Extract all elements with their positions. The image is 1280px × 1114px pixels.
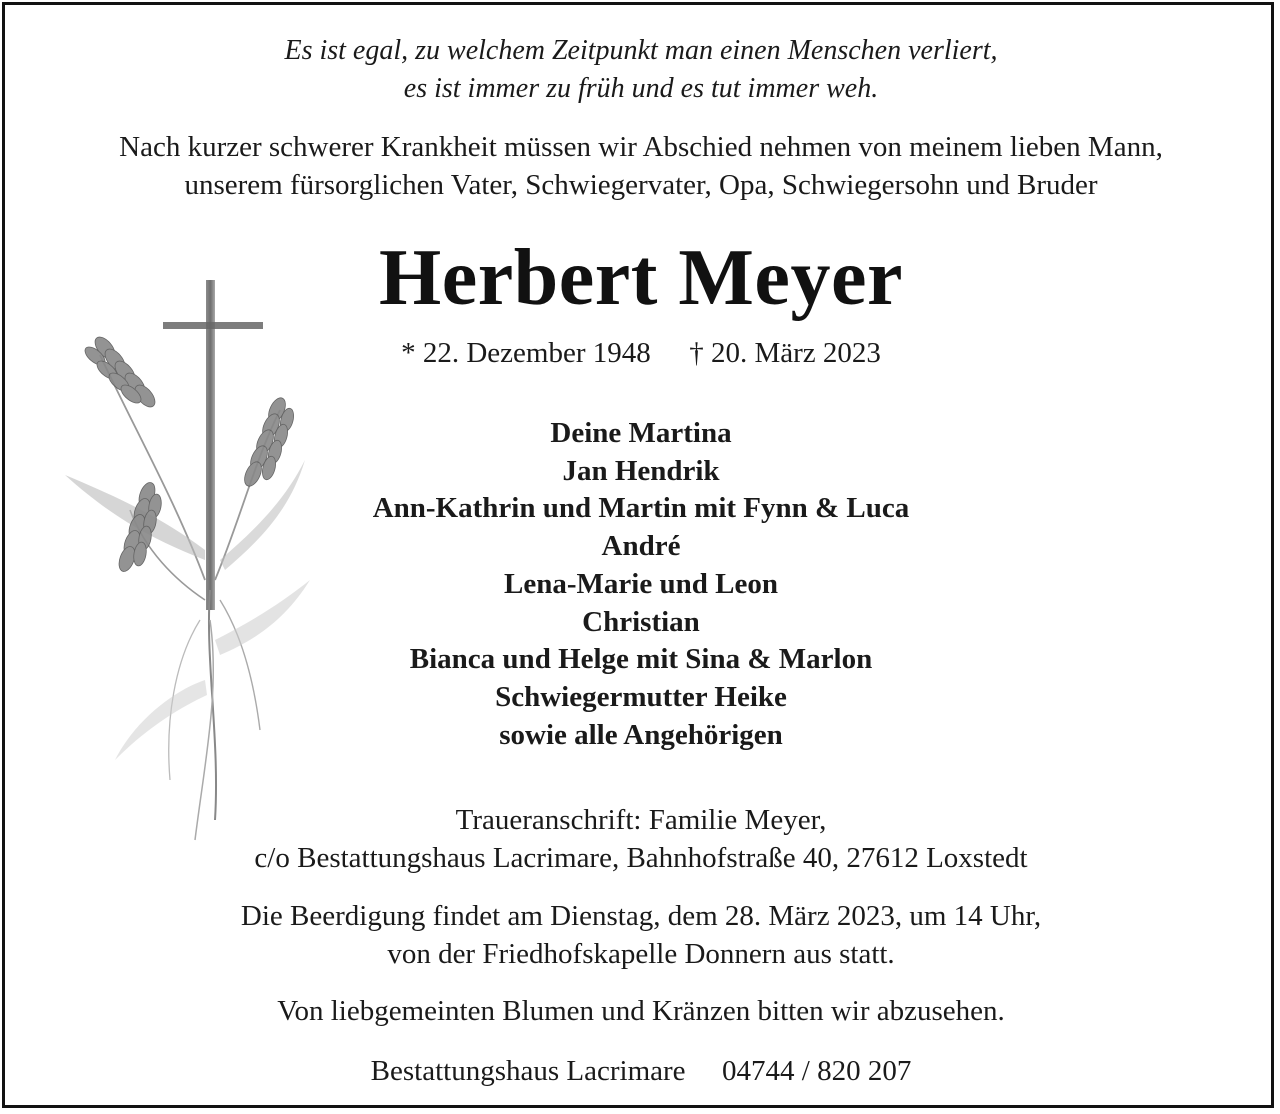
family-list	[5, 415, 1277, 754]
family-member: Deine Martina	[550, 417, 732, 449]
footer	[5, 1052, 1277, 1090]
quote-line-1: Es ist egal, zu welchem Zeitpunkt man einen Menschen verliert,	[284, 35, 998, 66]
flowers-note: Von liebgemeinten Blumen und Kränzen bitten wir abzusehen.	[277, 995, 1005, 1027]
family-member: Lena-Marie und Leon	[504, 567, 778, 600]
death-date: † 20. März 2023	[689, 337, 881, 369]
family-member: Ann-Kathrin und Martin mit Fynn & Luca	[372, 492, 910, 525]
address-line-2: c/o Bestattungshaus Lacrimare, Bahnhofstraße 40, 27612 Loxstedt	[254, 842, 1028, 874]
funeral-home-name: Bestattungshaus Lacrimare	[370, 1055, 686, 1087]
life-dates	[5, 335, 1277, 371]
deceased-name: Herbert Meyer	[379, 234, 903, 322]
quote-line-2: es ist immer zu früh und es tut immer weh.	[403, 73, 879, 104]
address-line-1: Traueranschrift: Familie Meyer,	[455, 804, 827, 836]
intro-line-1: Nach kurzer schwerer Krankheit müssen wir Abschied nehmen von meinem lieben Mann,	[119, 131, 1163, 163]
intro-line-2: unserem fürsorglichen Vater, Schwiegervater, Opa, Schwiegersohn und Bruder	[184, 169, 1098, 201]
family-member: Christian	[582, 605, 700, 638]
family-member: Jan Hendrik	[562, 454, 720, 487]
birth-date: * 22. Dezember 1948	[401, 337, 651, 369]
funeral-line-2: von der Friedhofskapelle Donnern aus statt.	[387, 938, 895, 970]
family-member: Schwiegermutter Heike	[495, 680, 787, 713]
funeral-home-phone: 04744 / 820 207	[722, 1055, 912, 1087]
obituary-notice	[2, 2, 1274, 1108]
family-member: André	[601, 530, 681, 563]
family-member: Bianca und Helge mit Sina & Marlon	[409, 643, 873, 676]
family-member: sowie alle Angehörigen	[499, 718, 783, 751]
funeral-line-1: Die Beerdigung findet am Dienstag, dem 28. März 2023, um 14 Uhr,	[240, 900, 1042, 932]
